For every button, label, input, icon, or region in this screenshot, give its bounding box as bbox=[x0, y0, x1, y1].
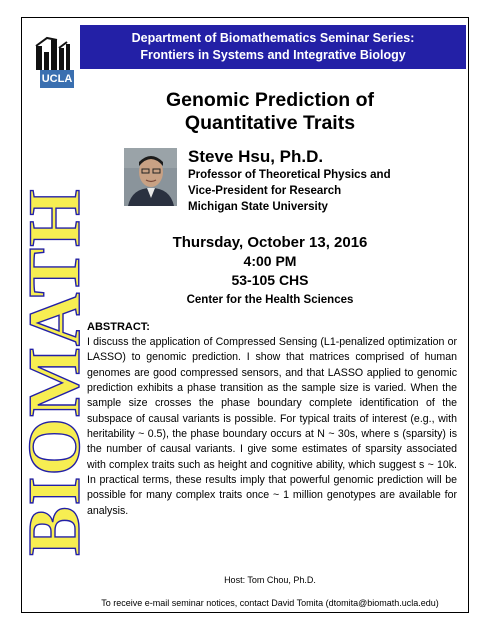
abstract-heading: ABSTRACT: bbox=[87, 321, 150, 333]
event-date: Thursday, October 13, 2016 bbox=[172, 234, 368, 251]
speaker-title-line-1: Professor of Theoretical Physics and bbox=[188, 169, 391, 181]
speaker-title-line-2: Vice-President for Research bbox=[188, 185, 342, 197]
biomath-vertical-banner: BIOMATH bbox=[14, 188, 96, 556]
speaker-block bbox=[188, 146, 391, 215]
talk-title-line-1: Genomic Prediction of bbox=[165, 89, 375, 111]
abstract-body: I discuss the application of Compressed Sensing (L1-penalized optimization or LASSO) to genomic prediction. I show that matrices comprised of human genomes are good compressed sensors, and that LASSO applied to genomic prediction exhibits a phase transition as the sample size is varied. When the sample size crosses the phase boundary complete identification of the subspace of causal variants is possible. For typical traits of interest (e.g., with heritability ~ 0.5), the phase boundary occurs at N ~ 30s, where s (sparsity) is the number of causal variants. I give some estimates of sparsity associated with complex traits such as height and cognitive ability, which suggest s ~ 10k. In practical terms, these results imply that powerful genomic prediction will be possible for many complex traits once ~ 1 million genotypes are available for analysis. bbox=[87, 336, 457, 517]
seminar-series-header bbox=[80, 25, 466, 69]
ucla-logo-label: UCLA bbox=[40, 70, 74, 88]
talk-title bbox=[100, 89, 440, 135]
event-room: 53-105 CHS bbox=[231, 272, 309, 288]
event-time: 4:00 PM bbox=[243, 253, 297, 269]
contact-notice: To receive e-mail seminar notices, contact David Tomita (dtomita@biomath.ucla.edu) bbox=[101, 598, 439, 608]
speaker-name: Steve Hsu, Ph.D. bbox=[188, 147, 324, 166]
speaker-affiliation: Michigan State University bbox=[188, 201, 328, 213]
seminar-host: Host: Tom Chou, Ph.D. bbox=[224, 575, 316, 585]
abstract-section bbox=[87, 320, 457, 519]
header-line-series: Frontiers in Systems and Integrative Biology bbox=[140, 48, 406, 62]
header-line-department: Department of Biomathematics Seminar Series: bbox=[131, 31, 415, 45]
speaker-photo bbox=[124, 148, 177, 206]
event-details bbox=[100, 233, 440, 309]
talk-title-line-2: Quantitative Traits bbox=[184, 112, 356, 134]
speaker-portrait-icon bbox=[124, 148, 177, 206]
event-place: Center for the Health Sciences bbox=[186, 294, 354, 306]
